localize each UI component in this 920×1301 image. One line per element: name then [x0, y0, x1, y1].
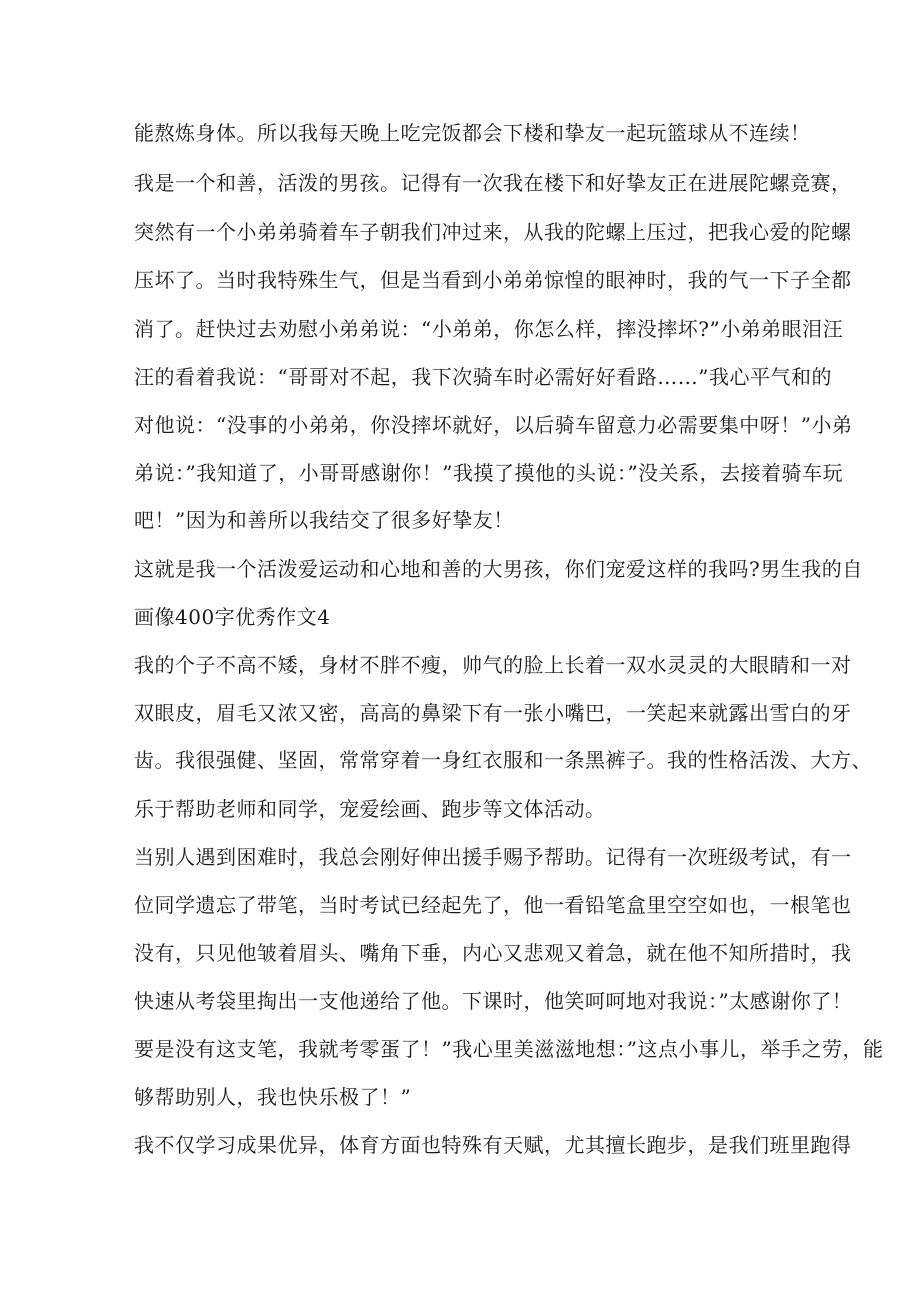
- text-line: 乐于帮助老师和同学，宠爱绘画、跑步等文体活动。: [134, 797, 606, 821]
- text-line: 我不仅学习成果优异，体育方面也特殊有天赋，尤其擅长跑步，是我们班里跑得: [134, 1133, 852, 1157]
- text-line: 吧！”因为和善所以我结交了很多好挚友！: [134, 508, 514, 532]
- text-line: 能熬炼身体。所以我每天晚上吃完饭都会下楼和挚友一起玩篮球从不连续！: [134, 121, 811, 145]
- text-line: 压坏了。当时我特殊生气，但是当看到小弟弟惊惶的眼神时，我的气一下子全都: [134, 268, 852, 292]
- text-line: 对他说：“没事的小弟弟，你没摔坏就好，以后骑车留意力必需要集中呀！”小弟: [134, 413, 853, 437]
- text-line: 我是一个和善，活泼的男孩。记得有一次我在楼下和好挚友正在进展陀螺竞赛，: [134, 171, 852, 195]
- text-line: 我的个子不高不矮，身材不胖不瘦，帅气的脸上长着一双水灵灵的大眼睛和一对: [134, 653, 852, 677]
- section-heading: 画像400字优秀作文4: [134, 605, 331, 629]
- text-line: 没有，只见他皱着眉头、嘴角下垂，内心又悲观又着急，就在他不知所措时，我: [134, 941, 852, 965]
- text-line: 位同学遗忘了带笔，当时考试已经起先了，他一看铅笔盒里空空如也，一根笔也: [134, 893, 852, 917]
- text-line: 双眼皮，眉毛又浓又密，高高的鼻梁下有一张小嘴巴，一笑起来就露出雪白的牙: [134, 701, 852, 725]
- text-line: 要是没有这支笔，我就考零蛋了！”我心里美滋滋地想：”这点小事儿，举手之劳，能: [134, 1037, 884, 1061]
- text-line: 这就是我一个活泼爱运动和心地和善的大男孩，你们宠爱这样的我吗?男生我的自: [134, 557, 863, 581]
- text-line: 够帮助别人，我也快乐极了！”: [134, 1085, 412, 1109]
- text-line: 快速从考袋里掏出一支他递给了他。下课时，他笑呵呵地对我说：”太感谢你了！: [134, 989, 853, 1013]
- text-line: 消了。赶快过去劝慰小弟弟说：“小弟弟，你怎么样，摔没摔坏?”小弟弟眼泪汪: [134, 317, 844, 341]
- text-line: 弟说：”我知道了，小哥哥感谢你！”我摸了摸他的头说：”没关系，去接着骑车玩: [134, 461, 844, 485]
- text-line: 齿。我很强健、坚固，常常穿着一身红衣服和一条黑裤子。我的性格活泼、大方、: [134, 748, 872, 772]
- text-line: 突然有一个小弟弟骑着车子朝我们冲过来，从我的陀螺上压过，把我心爱的陀螺: [134, 220, 852, 244]
- text-line: 当别人遇到困难时，我总会刚好伸出援手赐予帮助。记得有一次班级考试，有一: [134, 845, 852, 869]
- text-line: 汪的看着我说：“哥哥对不起，我下次骑车时必需好好看路……”我心平气和的: [134, 365, 832, 389]
